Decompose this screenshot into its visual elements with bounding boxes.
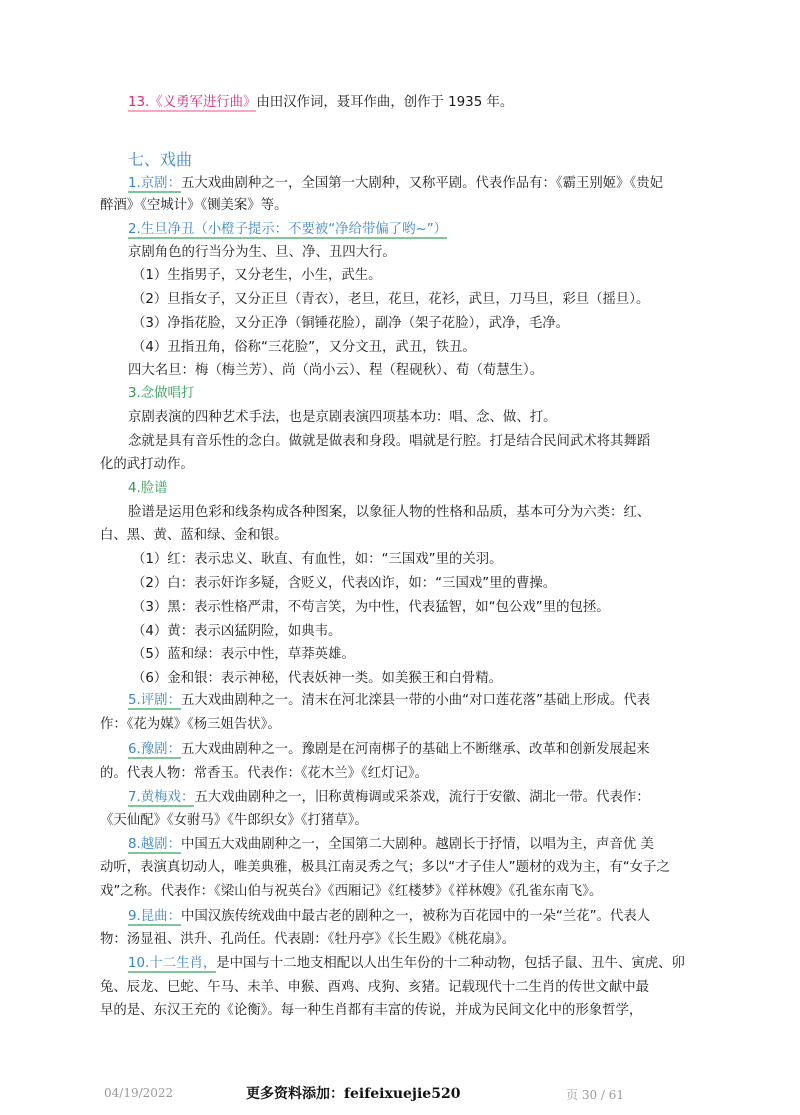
huangmeixi-label: 7.黄梅戏：	[128, 790, 195, 805]
footer-promo: 更多资料添加：feifeixuejie520	[246, 1086, 461, 1102]
shengdan-label-line	[128, 220, 447, 240]
jingju-line-1	[128, 174, 663, 194]
yuju-line-2: 的。代表人物：常香玉。代表作：《花木兰》《红灯记》。	[100, 766, 429, 781]
anthem-item	[128, 93, 513, 113]
lianpu-line: （2）白：表示奸诈多疑，含贬义，代表凶诈，如：“三国戏”里的曹操。	[132, 576, 557, 591]
yueju-line-2: 动听，表演真切动人，唯美典雅，极具江南灵秀之气；多以“才子佳人”题材的戏为主，有“女子之	[100, 860, 670, 875]
kunqu-line-2: 物：汤显祖、洪升、孔尚任。代表剧：《牡丹亭》《长生殿》《桃花扇》。	[100, 932, 516, 947]
anthem-text: 由田汉作词，聂耳作曲，创作于 1935 年。	[256, 95, 514, 110]
pingju-text: 五大戏曲剧种之一。清末在河北滦县一带的小曲“对口莲花落”基础上形成。代表	[180, 693, 651, 708]
pingju-label: 5.评剧：	[128, 693, 181, 708]
yuju-text: 五大戏曲剧种之一。豫剧是在河南梆子的基础上不断继承、改革和创新发展起来	[180, 742, 650, 757]
yueju-label: 8.越剧：	[128, 837, 181, 852]
shengdan-line: （3）净指花脸，又分正净（铜锤花脸），副净（架子花脸），武净，毛净。	[132, 316, 570, 331]
nianzuo-line: 化的武打动作。	[100, 457, 194, 472]
jingju-text: 五大戏曲剧种之一，全国第一大剧种，又称平剧。代表作品有：《霸王别姬》《贵妃	[180, 176, 664, 191]
yueju-line-1	[128, 835, 654, 855]
shengdan-line: 四大名旦：梅（梅兰芳）、尚（尚小云）、程（程砚秋）、荀（荀慧生）。	[128, 363, 544, 378]
lianpu-line: （6）金和银：表示神秘，代表妖神一类。如美猴王和白骨精。	[132, 671, 503, 686]
kunqu-label: 9.昆曲：	[128, 909, 181, 924]
jingju-label: 1.京剧：	[128, 176, 181, 191]
footer-page-number: 页 30 / 61	[566, 1088, 625, 1102]
section-title: 七、戏曲	[128, 150, 193, 169]
shengdan-label: 2.生旦净丑（小橙子提示：不要被“净给带偏了哟~”）	[128, 222, 448, 237]
lianpu-label-line	[128, 479, 168, 499]
shengxiao-line-2: 兔、辰龙、巳蛇、午马、未羊、申猴、酉鸡、戌狗、亥猪。记载现代十二生肖的传世文献中最	[100, 980, 650, 995]
shengdan-line: （4）丑指丑角，俗称“三花脸”，又分文丑，武丑，铁丑。	[132, 340, 476, 355]
nianzuo-line: 京剧表演的四种艺术手法，也是京剧表演四项基本功：唱、念、做、打。	[128, 410, 557, 425]
lianpu-line: 脸谱是运用色彩和线条构成各种图案，以象征人物的性格和品质，基本可分为六类：红、	[128, 505, 651, 520]
yueju-text: 中国五大戏曲剧种之一，全国第二大剧种。越剧长于抒情，以唱为主，声音优 美	[180, 837, 654, 852]
shengdan-line: （2）旦指女子，又分正旦（青衣），老旦，花旦，花衫，武旦，刀马旦，彩旦（摇旦）。	[132, 292, 650, 307]
shengxiao-line-3: 早的是、东汉王充的《论衡》。每一种生肖都有丰富的传说，并成为民间文化中的形象哲学，	[100, 1003, 643, 1018]
shengxiao-line-1	[128, 954, 685, 974]
shengdan-line: 京剧角色的行当分为生、旦、净、丑四大行。	[128, 245, 396, 260]
shengxiao-text: 是中国与十二地支相配以人出生年份的十二种动物，包括子鼠、丑牛、寅虎、卯	[216, 956, 685, 971]
lianpu-line: （3）黑：表示性格严肃，不苟言笑，为中性，代表猛智，如“包公戏”里的包拯。	[132, 600, 610, 615]
kunqu-line-1	[128, 907, 650, 927]
nianzuo-label-line	[128, 384, 194, 404]
yuju-line-1	[128, 740, 650, 760]
huangmeixi-line-2: 《天仙配》《女驸马》《牛郎织女》《打猪草》。	[100, 813, 368, 828]
footer-date: 04/19/2022	[104, 1086, 174, 1100]
huangmeixi-text: 五大戏曲剧种之一，旧称黄梅调或采茶戏，流行于安徽、湖北一带。代表作：	[194, 790, 650, 805]
shengdan-line: （1）生指男子，又分老生，小生，武生。	[132, 268, 382, 283]
lianpu-label: 4.脸谱	[128, 481, 168, 496]
jingju-line-2: 醉酒》《空城计》《铡美案》等。	[100, 198, 288, 213]
lianpu-line: （4）黄：表示凶猛阴险，如典韦。	[132, 624, 342, 639]
lianpu-line: （5）蓝和绿：表示中性，草莽英雄。	[132, 647, 355, 662]
anthem-label: 13.《义勇军进行曲》	[128, 95, 257, 110]
huangmeixi-line-1	[128, 788, 650, 808]
kunqu-text: 中国汉族传统戏曲中最古老的剧种之一，被称为百花园中的一朵“兰花”。代表人	[180, 909, 651, 924]
lianpu-line: 白、黑、黄、蓝和绿、金和银。	[100, 528, 288, 543]
yueju-line-3: 戏”之称。代表作：《梁山伯与祝英台》《西厢记》《红楼梦》《祥林嫂》《孔雀东南飞》。	[100, 884, 603, 899]
pingju-line-1	[128, 691, 650, 711]
shengxiao-label: 10.十二生肖，	[128, 956, 217, 971]
nianzuo-label: 3.念做唱打	[128, 386, 195, 401]
pingju-line-2: 作：《花为媒》《杨三姐告状》。	[100, 717, 281, 732]
nianzuo-line: 念就是具有音乐性的念白。做就是做表和身段。唱就是行腔。打是结合民间武术将其舞蹈	[128, 434, 651, 449]
lianpu-line: （1）红：表示忠义、耿直、有血性，如：“三国戏”里的关羽。	[132, 552, 503, 567]
yuju-label: 6.豫剧：	[128, 742, 181, 757]
